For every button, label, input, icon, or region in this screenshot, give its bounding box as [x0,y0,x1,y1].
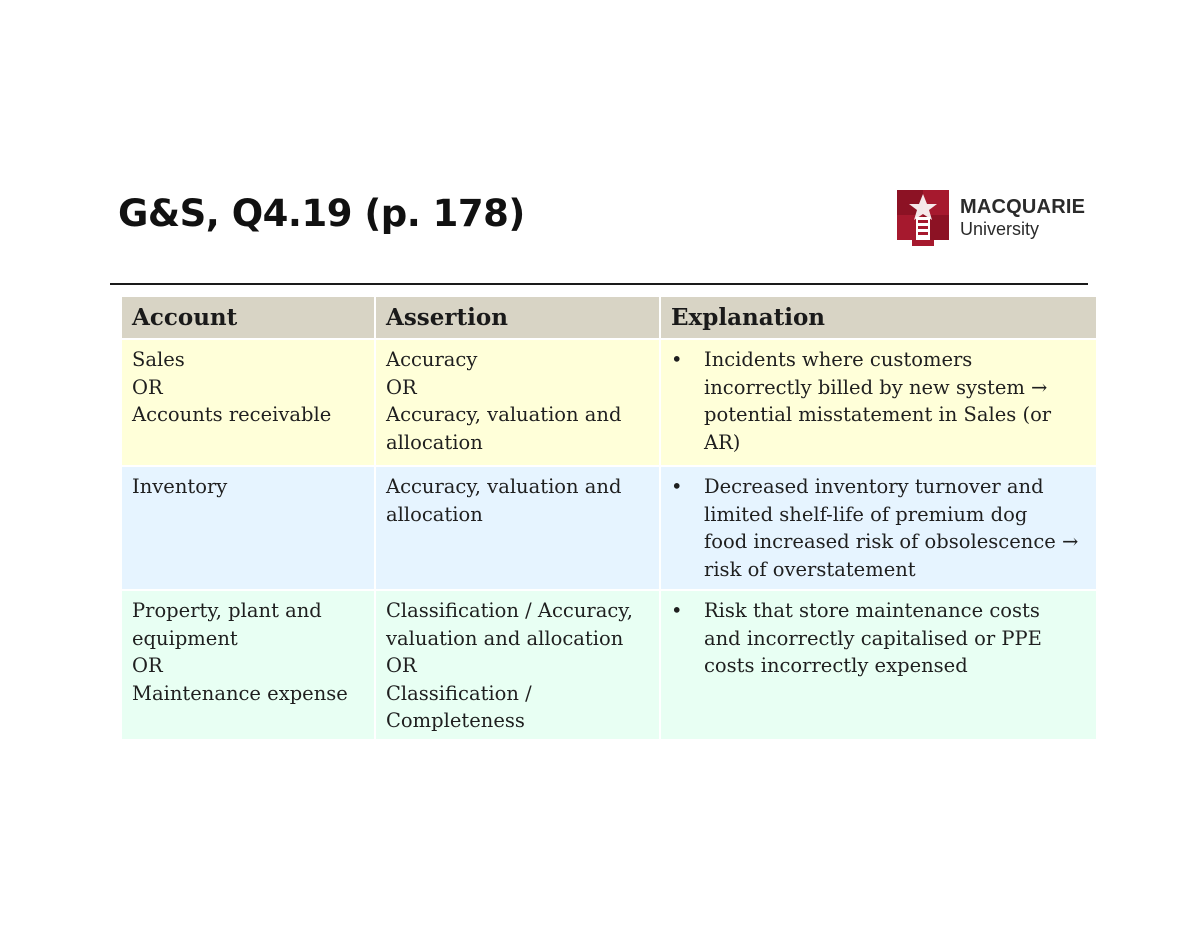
logo-subtitle: University [960,219,1040,239]
account-cell [122,467,374,589]
account-line: Sales [132,348,185,371]
table-row [122,467,1096,589]
title-divider [110,283,1088,285]
explanation-bullet-item [671,473,1086,583]
assertion-line: Completeness [386,709,525,732]
explanation-line: Decreased inventory turnover and [704,475,1044,498]
assertion-line: Classification / [386,681,532,705]
assertion-line: Accuracy, valuation and [386,475,622,498]
account-line: OR [132,654,163,677]
macquarie-logo [897,190,1097,248]
logo-wordmark: MACQUARIE [960,196,1086,218]
bullet-point-icon: • [671,475,683,498]
account-line: Property, plant and [132,599,322,622]
explanation-bullet-item [671,597,1086,680]
header-account: Account [122,297,374,338]
explanation-cell [661,591,1096,739]
explanation-line: incorrectly billed by new system → [704,375,1048,399]
slide-title: G&S, Q4.19 (p. 178) [118,192,525,235]
explanation-text [704,473,1086,583]
lighthouse-shield-icon [897,190,949,246]
explanation-line: food increased risk of obsolescence → [704,530,1079,553]
explanation-bullet-item [671,346,1086,456]
assertion-line: allocation [386,430,483,454]
explanation-line: Risk that store maintenance costs [704,599,1040,622]
assertion-line: Accuracy, valuation and [386,403,622,426]
explanation-cell [661,467,1096,589]
assertion-line: allocation [386,502,483,526]
assertion-table [120,295,1098,741]
header-assertion: Assertion [376,297,659,338]
bullet-point-icon: • [671,599,683,622]
explanation-line: Incidents where customers [704,348,973,371]
header-explanation: Explanation [661,297,1096,338]
explanation-line: limited shelf-life of premium dog [704,502,1028,526]
explanation-text [704,346,1086,456]
account-cell [122,591,374,739]
assertion-line: valuation and allocation [386,626,624,650]
assertion-line: OR [386,375,417,399]
table-row [122,591,1096,739]
explanation-line: costs incorrectly expensed [704,654,968,677]
table-row [122,340,1096,465]
account-cell [122,340,374,465]
assertion-cell [376,340,659,465]
explanation-line: potential misstatement in Sales (or [704,403,1052,426]
explanation-cell [661,340,1096,465]
assertion-line: Classification / Accuracy, [386,599,633,622]
assertion-cell [376,467,659,589]
explanation-line: AR) [704,430,741,454]
table-header-row [122,297,1096,338]
account-line: Inventory [132,475,228,498]
account-line: Maintenance expense [132,681,348,705]
account-line: equipment [132,626,238,650]
account-line: OR [132,375,163,399]
explanation-text [704,597,1086,680]
assertion-line: OR [386,654,417,677]
account-line: Accounts receivable [132,403,332,426]
assertion-line: Accuracy [386,348,478,371]
bullet-point-icon: • [671,348,683,371]
assertion-cell [376,591,659,739]
explanation-line: risk of overstatement [704,557,916,581]
explanation-line: and incorrectly capitalised or PPE [704,626,1042,650]
